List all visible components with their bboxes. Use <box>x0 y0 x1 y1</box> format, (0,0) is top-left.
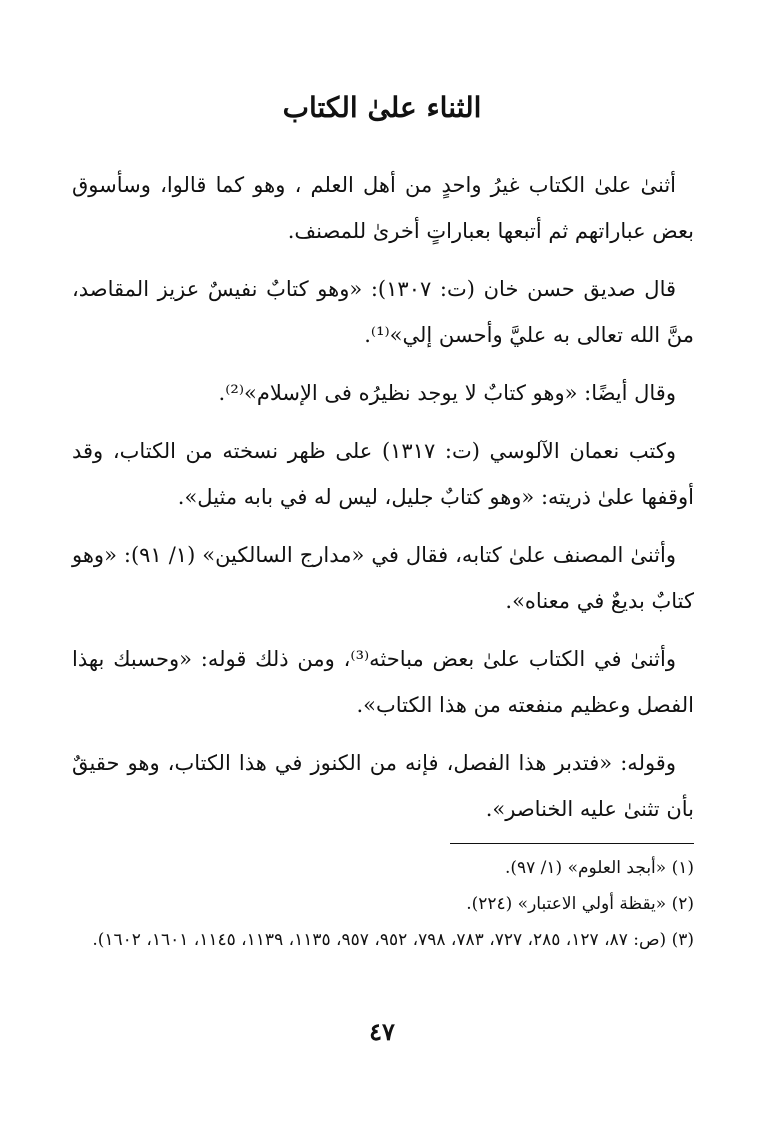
paragraph: وقوله: «فتدبر هذا الفصل، فإنه من الكنوز في هذا الكتاب، وهو حقيقٌ بأن تثنىٰ عليه الخناصر». <box>72 751 694 821</box>
footnote: (٢) «يقظة أولي الاعتبار» (٢٢٤). <box>466 894 694 914</box>
main-text <box>72 162 694 844</box>
paragraph: وأثنىٰ في الكتاب علىٰ بعض مباحثه⁽³⁾، ومن ذلك قوله: «وحسبك بهذا الفصل وعظيم منفعته من هذا الكتاب». <box>72 647 694 717</box>
footnote-separator <box>450 843 694 844</box>
page-number: ٤٧ <box>369 1017 395 1046</box>
footnote: (١) «أبجد العلوم» (١/ ٩٧). <box>504 858 694 878</box>
paragraph: وكتب نعمان الآلوسي (ت: ١٣١٧) على ظهر نسخته من الكتاب، وقد أوقفها علىٰ ذريته: «وهو كتابٌ جليل، ليس له في بابه مثيل». <box>72 439 694 509</box>
page-title: الثناء علىٰ الكتاب <box>282 91 482 124</box>
paragraph: أثنىٰ علىٰ الكتاب غيرُ واحدٍ من أهل العلم ، وهو كما قالوا، وسأسوق بعض عباراتهم ثم أتبعها بعباراتٍ أخرىٰ للمصنف. <box>72 173 694 243</box>
paragraph: وأثنىٰ المصنف علىٰ كتابه، فقال في «مدارج السالكين» (١/ ٩١): «وهو كتابٌ بديعٌ في معناه». <box>72 543 694 613</box>
paragraph: قال صديق حسن خان (ت: ١٣٠٧): «وهو كتابٌ نفيسٌ عزيز المقاصد، منَّ الله تعالى به عليَّ وأحسن إلي»⁽¹⁾. <box>72 277 694 347</box>
footnote: (٣) (ص: ٨٧، ١٢٧، ٢٨٥، ٧٢٧، ٧٨٣، ٧٩٨، ٩٥٢، ٩٥٧، ١١٣٥، ١١٣٩، ١١٤٥، ١٦٠١، ١٦٠٢). <box>92 930 694 950</box>
footnotes <box>72 850 694 958</box>
paragraph: وقال أيضًا: «وهو كتابٌ لا يوجد نظيرُه فى الإسلام»⁽²⁾. <box>218 381 676 405</box>
